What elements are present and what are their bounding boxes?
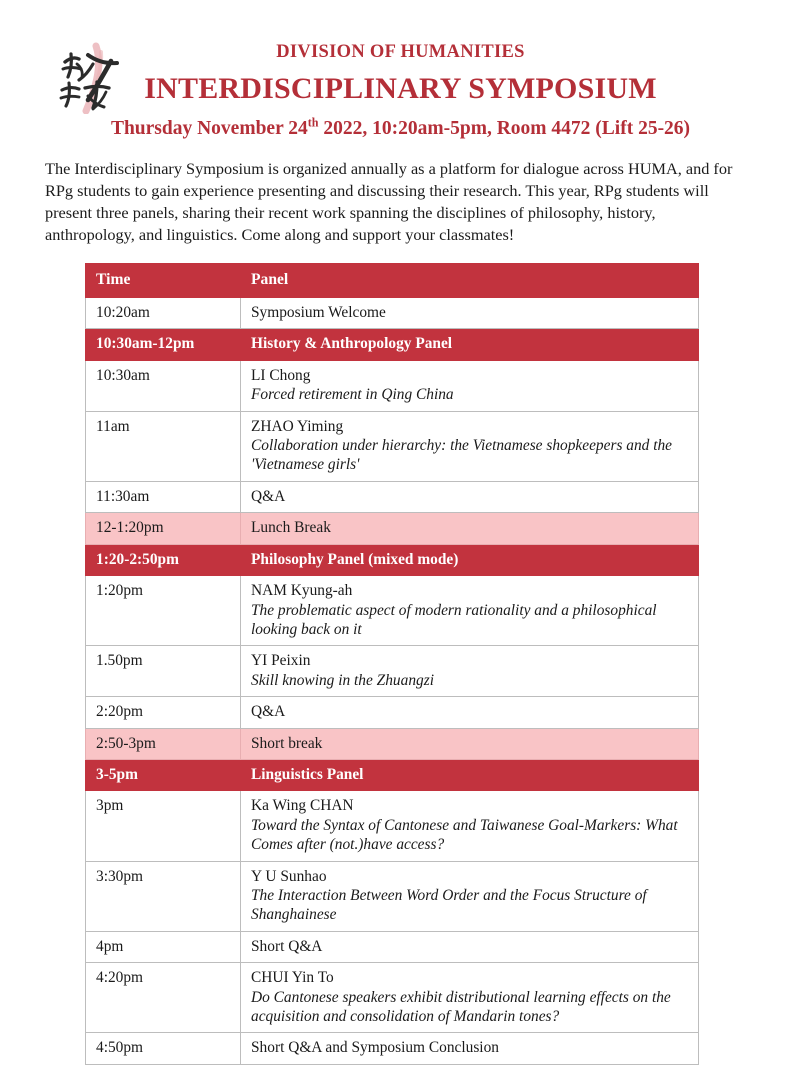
cell-time: 3pm xyxy=(86,791,241,861)
table-row xyxy=(86,963,699,1033)
speaker-name: Q&A xyxy=(251,487,286,505)
cell-panel xyxy=(241,544,699,575)
cell-time: 12-1:20pm xyxy=(86,513,241,544)
table-row xyxy=(86,513,699,544)
cell-time: 2:20pm xyxy=(86,697,241,728)
huma-calligraphy-logo-icon xyxy=(55,42,133,114)
table-row xyxy=(86,697,699,728)
event-date-ordinal: th xyxy=(307,115,319,130)
cell-panel xyxy=(241,298,699,329)
cell-time: 2:50-3pm xyxy=(86,728,241,759)
table-row xyxy=(86,411,699,481)
schedule-table xyxy=(85,263,699,1064)
cell-panel xyxy=(241,329,699,360)
table-row xyxy=(86,360,699,411)
cell-time: 3:30pm xyxy=(86,861,241,931)
column-header-time: Time xyxy=(86,264,241,298)
speaker-name: ZHAO Yiming xyxy=(251,417,344,435)
talk-title: The problematic aspect of modern rationality and a philosophical looking back on it xyxy=(251,601,657,638)
cell-panel xyxy=(241,513,699,544)
table-row xyxy=(86,861,699,931)
talk-title: Skill knowing in the Zhuangzi xyxy=(251,671,434,689)
division-title: DIVISION OF HUMANITIES xyxy=(276,42,525,62)
table-row xyxy=(86,544,699,575)
cell-panel xyxy=(241,728,699,759)
table-row xyxy=(86,931,699,962)
cell-panel xyxy=(241,861,699,931)
cell-panel xyxy=(241,481,699,512)
speaker-name: NAM Kyung-ah xyxy=(251,582,353,600)
cell-panel xyxy=(241,791,699,861)
event-date-prefix: Thursday November 24 xyxy=(110,118,308,139)
talk-title: Collaboration under hierarchy: the Vietnamese shopkeepers and the 'Vietnamese girls' xyxy=(251,437,673,474)
speaker-name: LI Chong xyxy=(251,366,311,384)
talk-title: Toward the Syntax of Cantonese and Taiwanese Goal-Markers: What Comes after (not.)have access? xyxy=(251,816,678,854)
cell-panel xyxy=(241,759,699,790)
speaker-name: Lunch Break xyxy=(251,519,331,537)
speaker-name: Short Q&A and Symposium Conclusion xyxy=(251,1039,499,1057)
talk-title: Do Cantonese speakers exhibit distributional learning effects on the acquisition and consolidation of Mandarin tones? xyxy=(251,988,671,1025)
speaker-name: Y U Sunhao xyxy=(251,867,327,885)
speaker-name: Linguistics Panel xyxy=(251,765,364,783)
cell-panel xyxy=(241,1033,699,1064)
talk-title: Forced retirement in Qing China xyxy=(251,386,454,404)
schedule-table-wrapper xyxy=(85,263,698,1064)
intro-paragraph: The Interdisciplinary Symposium is organized annually as a platform for dialogue across HUMA, and for RPg students to gain experience presenting and discussing their research. This year, RPg students will present three panels, sharing their recent work spanning the disciplines of philosophy, history, anthropology, and linguistics. Come along and support your classmates! xyxy=(45,159,733,245)
cell-time: 11:30am xyxy=(86,481,241,512)
table-row xyxy=(86,728,699,759)
cell-time: 10:20am xyxy=(86,298,241,329)
column-header-panel: Panel xyxy=(241,264,699,298)
table-row xyxy=(86,329,699,360)
speaker-name: Symposium Welcome xyxy=(251,304,386,322)
poster-header xyxy=(0,0,791,108)
cell-panel xyxy=(241,646,699,697)
table-header-row xyxy=(86,264,699,298)
event-date-suffix: 2022, 10:20am-5pm, Room 4472 (Lift 25-26) xyxy=(318,118,691,139)
cell-time: 1.50pm xyxy=(86,646,241,697)
speaker-name: Short break xyxy=(251,734,323,752)
cell-time: 11am xyxy=(86,411,241,481)
speaker-name: YI Peixin xyxy=(251,652,311,670)
cell-panel xyxy=(241,931,699,962)
cell-time: 1:20-2:50pm xyxy=(86,544,241,575)
cell-panel xyxy=(241,963,699,1033)
event-datetime-line xyxy=(0,117,791,140)
speaker-name: Philosophy Panel (mixed mode) xyxy=(251,550,459,568)
cell-time: 10:30am-12pm xyxy=(86,329,241,360)
talk-title: The Interaction Between Word Order and the Focus Structure of Shanghainese xyxy=(251,886,647,924)
table-row xyxy=(86,759,699,790)
cell-time: 4pm xyxy=(86,931,241,962)
cell-panel xyxy=(241,697,699,728)
speaker-name: History & Anthropology Panel xyxy=(251,335,453,353)
table-row xyxy=(86,791,699,861)
cell-time: 1:20pm xyxy=(86,576,241,646)
speaker-name: Short Q&A xyxy=(251,937,323,955)
page-title: INTERDISCIPLINARY SYMPOSIUM xyxy=(144,72,657,106)
cell-time: 4:20pm xyxy=(86,963,241,1033)
speaker-name: CHUI Yin To xyxy=(251,969,334,987)
cell-panel xyxy=(241,360,699,411)
table-row xyxy=(86,646,699,697)
cell-time: 10:30am xyxy=(86,360,241,411)
cell-time: 4:50pm xyxy=(86,1033,241,1064)
table-row xyxy=(86,298,699,329)
cell-panel xyxy=(241,576,699,646)
schedule-table-body xyxy=(86,298,699,1065)
table-row xyxy=(86,1033,699,1064)
table-row xyxy=(86,481,699,512)
cell-panel xyxy=(241,411,699,481)
speaker-name: Q&A xyxy=(251,703,286,721)
table-row xyxy=(86,576,699,646)
cell-time: 3-5pm xyxy=(86,759,241,790)
speaker-name: Ka Wing CHAN xyxy=(251,797,354,815)
